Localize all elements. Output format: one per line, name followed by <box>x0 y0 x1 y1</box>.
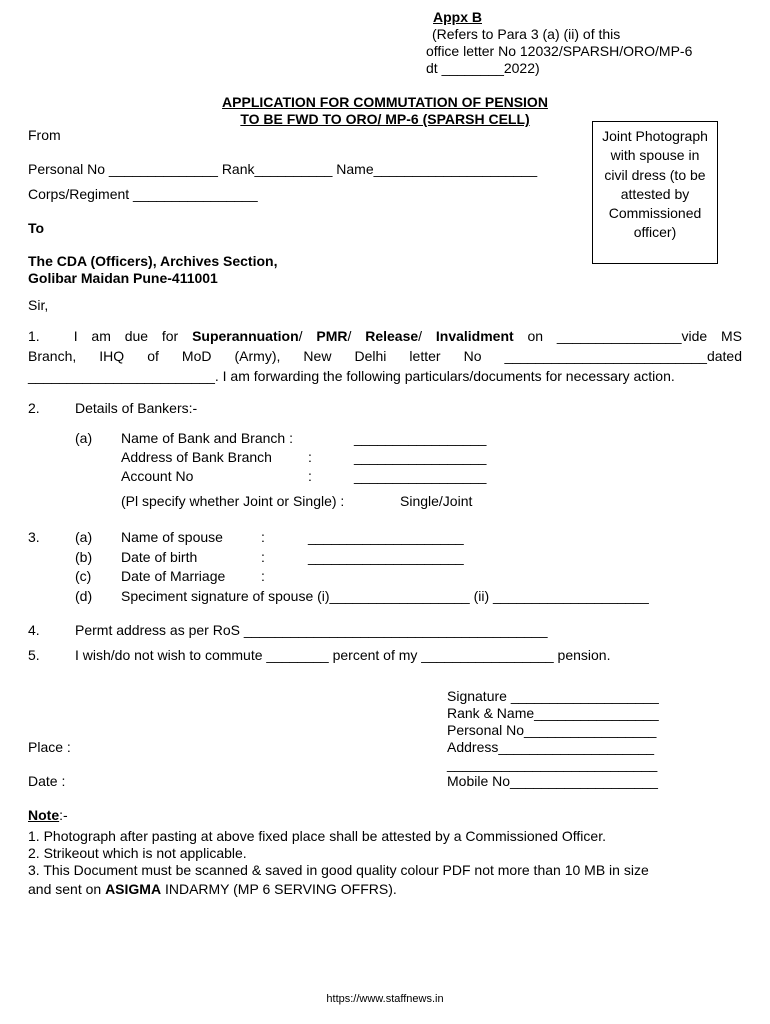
separator: / <box>418 328 436 344</box>
rank-name-line[interactable]: Rank & Name________________ <box>447 705 659 721</box>
account-type-value: Single/Joint <box>400 493 473 509</box>
account-type-label: (Pl specify whether Joint or Single) : <box>121 493 345 509</box>
bank-name-field[interactable]: _________________ <box>354 430 487 446</box>
bank-address-label: Address of Bank Branch <box>121 449 272 465</box>
sub-a: (a) <box>75 529 93 545</box>
addressee-line-2: Golibar Maidan Pune-411001 <box>28 270 218 286</box>
to-label: To <box>28 220 45 236</box>
colon: : <box>261 549 265 565</box>
paragraph-1-text-end: on ________________vide MS <box>513 328 743 344</box>
form-title-line-2: TO BE FWD TO ORO/ MP-6 (SPARSH CELL) <box>240 111 530 127</box>
note-title: Note <box>28 807 60 823</box>
bank-address-field[interactable]: _________________ <box>354 449 487 465</box>
paragraph-2-number: 2. <box>28 400 40 416</box>
option-release: Release <box>365 328 419 344</box>
signature-line[interactable]: Signature ___________________ <box>447 688 659 704</box>
sub-c: (c) <box>75 568 92 584</box>
note-heading <box>28 807 68 824</box>
spouse-name-field[interactable]: ____________________ <box>308 529 464 545</box>
paragraph-1-line-2: Branch, IHQ of MoD (Army), New Delhi letter No __________________________dated <box>28 348 742 364</box>
note-item-3-continued <box>28 881 397 898</box>
place-label: Place : <box>28 739 71 755</box>
colon: : <box>308 449 312 465</box>
salutation: Sir, <box>28 297 49 313</box>
sub-d: (d) <box>75 588 93 604</box>
mobile-no-line[interactable]: Mobile No___________________ <box>447 773 658 789</box>
sub-b: (b) <box>75 549 93 565</box>
form-title-line-1: APPLICATION FOR COMMUTATION OF PENSION <box>222 94 548 110</box>
paragraph-1-line-3: ________________________. I am forwarding the following particulars/documents for necessary action. <box>28 368 675 384</box>
note-text-end: INDARMY (MP 6 SERVING OFFRS). <box>161 881 397 897</box>
paragraph-1-line-1 <box>28 326 742 346</box>
photograph-box <box>592 121 718 264</box>
account-no-field[interactable]: _________________ <box>354 468 487 484</box>
paragraph-5-number: 5. <box>28 647 40 663</box>
spouse-dob-field[interactable]: ____________________ <box>308 549 464 565</box>
note-text: and sent on <box>28 881 106 897</box>
separator: / <box>347 328 366 344</box>
paragraph-3-number: 3. <box>28 529 40 545</box>
note-item-3: 3. This Document must be scanned & saved in good quality colour PDF not more than 10 MB in size <box>28 862 649 878</box>
footer-url[interactable]: https://www.staffnews.in <box>326 993 444 1005</box>
appendix-label: Appx B <box>433 9 482 25</box>
paragraph-2-title: Details of Bankers:- <box>75 400 198 416</box>
from-label: From <box>28 127 61 143</box>
account-no-label: Account No <box>121 468 194 484</box>
note-item-1: 1. Photograph after pasting at above fixed place shall be attested by a Commissioned Officer. <box>28 828 606 844</box>
reference-line-3: dt ________2022) <box>426 60 540 76</box>
paragraph-4-number: 4. <box>28 622 40 638</box>
paragraph-1-text: I am due for <box>73 328 193 344</box>
spouse-name-label: Name of spouse <box>121 529 223 545</box>
reference-line-1: (Refers to Para 3 (a) (ii) of this <box>432 26 621 42</box>
colon: : <box>261 568 265 584</box>
paragraph-2-sub-a: (a) <box>75 430 93 446</box>
personal-no-line[interactable]: Personal No_________________ <box>447 722 657 738</box>
address-line[interactable]: Address____________________ <box>447 739 655 755</box>
corps-regiment-line: Corps/Regiment ________________ <box>28 186 258 202</box>
photograph-instructions: Joint Photograph with spouse in civil dress (to be attested by Commissioned officer) <box>602 128 708 241</box>
paragraph-1-number: 1. <box>28 328 40 344</box>
option-superannuation: Superannuation <box>192 328 299 344</box>
bank-name-label: Name of Bank and Branch : <box>121 430 293 446</box>
address-line-2[interactable]: ___________________________ <box>447 756 658 772</box>
option-invalidment: Invalidment <box>435 328 514 344</box>
addressee-line-1: The CDA (Officers), Archives Section, <box>28 253 278 269</box>
colon: : <box>308 468 312 484</box>
commutation-line[interactable]: I wish/do not wish to commute ________ percent of my _________________ pension. <box>75 647 611 663</box>
reference-line-2: office letter No 12032/SPARSH/ORO/MP-6 <box>426 43 693 59</box>
separator: / <box>298 328 317 344</box>
spouse-signature-line[interactable]: Speciment signature of spouse (i)__________________ (ii) ____________________ <box>121 588 649 604</box>
note-suffix: :- <box>59 807 68 823</box>
spouse-dob-label: Date of birth <box>121 549 198 565</box>
permanent-address-line[interactable]: Permt address as per RoS _______________________________________ <box>75 622 548 638</box>
asigma-label: ASIGMA <box>105 881 162 897</box>
option-pmr: PMR <box>316 328 348 344</box>
marriage-date-label: Date of Marriage <box>121 568 226 584</box>
note-item-2: 2. Strikeout which is not applicable. <box>28 845 247 861</box>
date-label: Date : <box>28 773 66 789</box>
colon: : <box>261 529 265 545</box>
paragraph-1 <box>28 326 742 386</box>
personal-details-line: Personal No ______________ Rank__________ Name_____________________ <box>28 161 538 177</box>
